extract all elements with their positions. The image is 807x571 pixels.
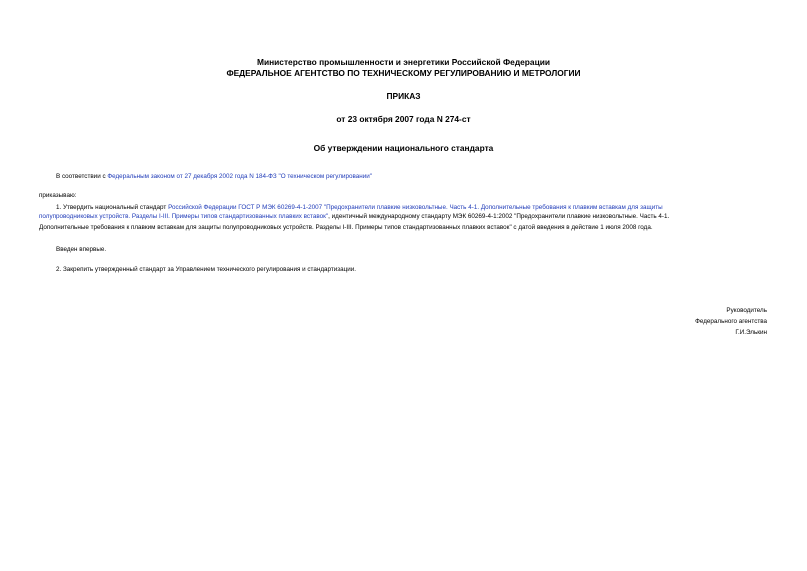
document-subject: Об утверждении национального стандарта bbox=[313, 143, 494, 153]
basis-paragraph bbox=[56, 172, 372, 182]
signature-org: Федерального агентства bbox=[695, 318, 767, 325]
basis-prefix: В соответствии с bbox=[56, 173, 108, 180]
ministry-heading: Министерство промышленности и энергетики Российской Федерации bbox=[256, 57, 551, 67]
document-date-number: от 23 октября 2007 года N 274-ст bbox=[336, 114, 471, 124]
item2-paragraph: 2. Закрепить утвержденный стандарт за Управлением технического регулирования и стандартизации. bbox=[56, 266, 357, 273]
item1-prefix: 1. Утвердить национальный стандарт bbox=[56, 204, 169, 211]
standard-link-part2[interactable]: полупроводниковых устройств. Разделы I-III. Примеры типов стандартизованных плавких вставок" bbox=[39, 213, 329, 220]
federal-law-link[interactable]: Федеральным законом от 27 декабря 2002 года N 184-ФЗ "О техническом регулировании" bbox=[107, 173, 373, 180]
item1-line2 bbox=[39, 212, 669, 222]
signature-title: Руководитель bbox=[726, 307, 767, 314]
document-type: ПРИКАЗ bbox=[386, 91, 421, 101]
agency-heading: ФЕДЕРАЛЬНОЕ АГЕНТСТВО ПО ТЕХНИЧЕСКОМУ РЕГУЛИРОВАНИЮ И МЕТРОЛОГИИ bbox=[226, 68, 581, 78]
item1-line3: Дополнительные требования к плавким вставкам для защиты полупроводниковых устройств. Разделы I-III. Примеры типов стандартизованных плавких вставок" с датой введения в действие 1 июля 2008 года. bbox=[39, 224, 653, 231]
order-word: приказываю: bbox=[39, 192, 77, 199]
item1-rest-line2: , идентичный международному стандарту МЭК 60269-4-1:2002 "Предохранители плавкие низковольтные. Часть 4-1. bbox=[328, 213, 670, 220]
intro-note: Введен впервые. bbox=[56, 246, 107, 253]
standard-link-part1[interactable]: Российской Федерации ГОСТ Р МЭК 60269-4-1-2007 "Предохранители плавкие низковольтные. Часть 4-1. Дополнительные требования к плавким вставкам для защиты bbox=[168, 204, 663, 211]
signature-name: Г.И.Элькин bbox=[735, 329, 767, 336]
